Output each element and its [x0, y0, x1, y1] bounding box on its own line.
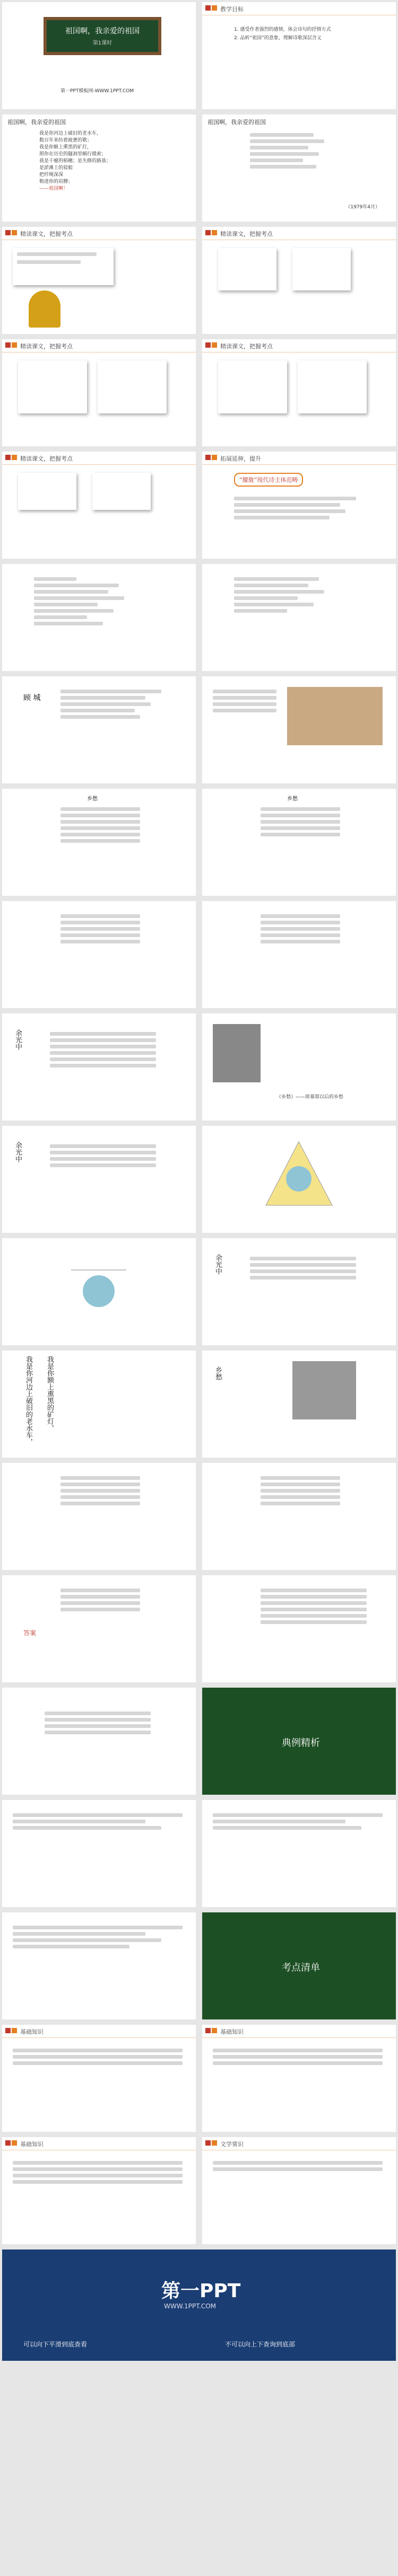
- answer-label: 答案: [23, 1629, 37, 1637]
- note-card: [18, 473, 76, 510]
- diagram-slide[interactable]: [2, 1238, 196, 1345]
- poem-text-slide-3[interactable]: [2, 789, 196, 896]
- torch-image: [29, 290, 60, 328]
- note-card: [18, 360, 87, 413]
- slide-header: 教学目标: [202, 2, 396, 15]
- title-slide[interactable]: [2, 2, 196, 109]
- note-card: [298, 360, 367, 413]
- poet-name: 余光中: [214, 1254, 222, 1275]
- poem-line: 数百年来纺着疲惫的歌；: [39, 138, 92, 143]
- objective-1: 1. 感受作者强烈的感情，体会诗句的抒情方式: [234, 27, 331, 32]
- poem-line: 是淤滩上的驳船: [39, 165, 73, 171]
- example-slide-1[interactable]: [2, 1800, 196, 1907]
- reading-slide-1[interactable]: 精读课文，把握考点: [2, 227, 196, 334]
- reading-slide-2[interactable]: 精读课文，把握考点: [202, 227, 396, 334]
- poet-name: 余光中: [14, 1029, 22, 1050]
- image-slide[interactable]: [202, 676, 396, 783]
- note-card: [92, 473, 151, 510]
- poem-line: 我是你河边上破旧的老水车，: [39, 131, 102, 136]
- slide-title: 祖国啊，我亲爱的祖国: [65, 27, 140, 36]
- literature-slide[interactable]: 文学常识: [202, 2137, 396, 2244]
- example-cover-slide[interactable]: [202, 1688, 396, 1795]
- footer-left-link[interactable]: 可以向下平滑到底查看: [23, 2341, 88, 2348]
- calligraphy-image: [287, 687, 383, 745]
- poet-name: 乡愁: [287, 796, 298, 802]
- text-slide[interactable]: [2, 1688, 196, 1795]
- reading-slide-5[interactable]: 精读课文，把握考点: [2, 452, 196, 559]
- poem-text-slide-10[interactable]: [202, 1575, 396, 1682]
- section-title: 典例精析: [282, 1737, 320, 1749]
- example-slide-3[interactable]: [2, 1912, 196, 2019]
- structure-diagram: [2, 1238, 196, 1345]
- extension-slide[interactable]: 拓展延伸，提升 “朦胧”现代诗主体范畴: [202, 452, 396, 559]
- poet-name: 顾 城: [23, 694, 41, 702]
- poet-name: 乡愁: [214, 1366, 222, 1380]
- poem-line: 我是干瘪的稻穗；是失修的路基；: [39, 158, 111, 164]
- basics-slide-3[interactable]: 基础知识: [2, 2137, 196, 2244]
- yu-guangzhong-slide[interactable]: [2, 1013, 196, 1121]
- basics-slide-1[interactable]: 基础知识: [2, 2025, 196, 2132]
- poem-slide-2[interactable]: [202, 114, 396, 222]
- basics-slide-2[interactable]: 基础知识: [202, 2025, 396, 2132]
- note-card: [292, 248, 351, 290]
- logo: 第一PPT: [161, 2280, 241, 2302]
- yu-guangzhong-slide-3[interactable]: [202, 1238, 396, 1345]
- note-card: [218, 248, 276, 290]
- poem-text-slide-7[interactable]: [2, 1463, 196, 1570]
- poem-line: 我是你额上熏黑的矿灯，: [39, 145, 92, 150]
- poem-text-slide-2[interactable]: [202, 564, 396, 671]
- reading-slide-4[interactable]: 精读课文，把握考点: [202, 339, 396, 446]
- vertical-text-slide[interactable]: [2, 1351, 196, 1458]
- poem-vertical: 我是你额上熏黑的矿灯，: [46, 1356, 54, 1432]
- poem-title: 祖国啊，我亲爱的祖国: [207, 119, 266, 126]
- note-card: [13, 248, 114, 285]
- triangle-diagram-slide[interactable]: [202, 1126, 396, 1233]
- portrait-image: [292, 1361, 356, 1419]
- portrait-slide-2[interactable]: [202, 1351, 396, 1458]
- photo-caption: 《乡愁》——席慕蓉以后的乡愁: [276, 1095, 344, 1100]
- poem-line: 照你在历史的隧洞里蜗行摸索；: [39, 152, 107, 157]
- poet-name: 余光中: [14, 1142, 22, 1162]
- triangle-diagram: [202, 1126, 396, 1233]
- logo-url: WWW.1PPT.COM: [164, 2302, 217, 2310]
- yu-guangzhong-slide-2[interactable]: [2, 1126, 196, 1233]
- poem-text-slide-8[interactable]: [202, 1463, 396, 1570]
- poem-vertical: 我是你河边上破旧的老水车，: [24, 1356, 32, 1445]
- poem-line: ——祖国啊！: [39, 186, 68, 191]
- example-slide-2[interactable]: [202, 1800, 396, 1907]
- poem-text-slide-6[interactable]: [202, 901, 396, 1008]
- promo-panel[interactable]: [2, 2249, 396, 2361]
- chalkboard: [44, 17, 161, 55]
- portrait-image: [213, 1024, 261, 1082]
- poem-text-slide-5[interactable]: [2, 901, 196, 1008]
- footer-right-link[interactable]: 不可以向上下查询到底部: [225, 2341, 296, 2348]
- note-card: [98, 360, 167, 413]
- slide-subtitle: 第1课时: [92, 40, 113, 46]
- poem-text-slide-9[interactable]: [2, 1575, 196, 1682]
- footer-text: 第一PPT模板网-WWW.1PPT.COM: [60, 89, 134, 94]
- objectives-slide[interactable]: [202, 2, 396, 109]
- misty-poetry-label: “朦胧”现代诗主体范畴: [234, 473, 303, 487]
- gucheng-slide[interactable]: [2, 676, 196, 783]
- poem-line: 勒进你的肩膊；: [39, 179, 73, 184]
- portrait-slide[interactable]: [202, 1013, 396, 1121]
- checklist-cover-slide[interactable]: [202, 1912, 396, 2019]
- section-title: 考点清单: [282, 1962, 320, 1973]
- date-note: （1979年4月）: [345, 205, 380, 210]
- poem-line: 把纤绳深深: [39, 172, 64, 178]
- poem-slide-1[interactable]: [2, 114, 196, 222]
- poem-title: 祖国啊，我亲爱的祖国: [7, 119, 66, 126]
- reading-slide-3[interactable]: 精读课文，把握考点: [2, 339, 196, 446]
- poet-name: 乡愁: [87, 796, 98, 802]
- note-card: [218, 360, 287, 413]
- poem-text-slide-4[interactable]: [202, 789, 396, 896]
- objective-2: 2. 品析“祖国”的意象，理解诗歌深层含义: [234, 36, 322, 41]
- poem-text-slide-1[interactable]: [2, 564, 196, 671]
